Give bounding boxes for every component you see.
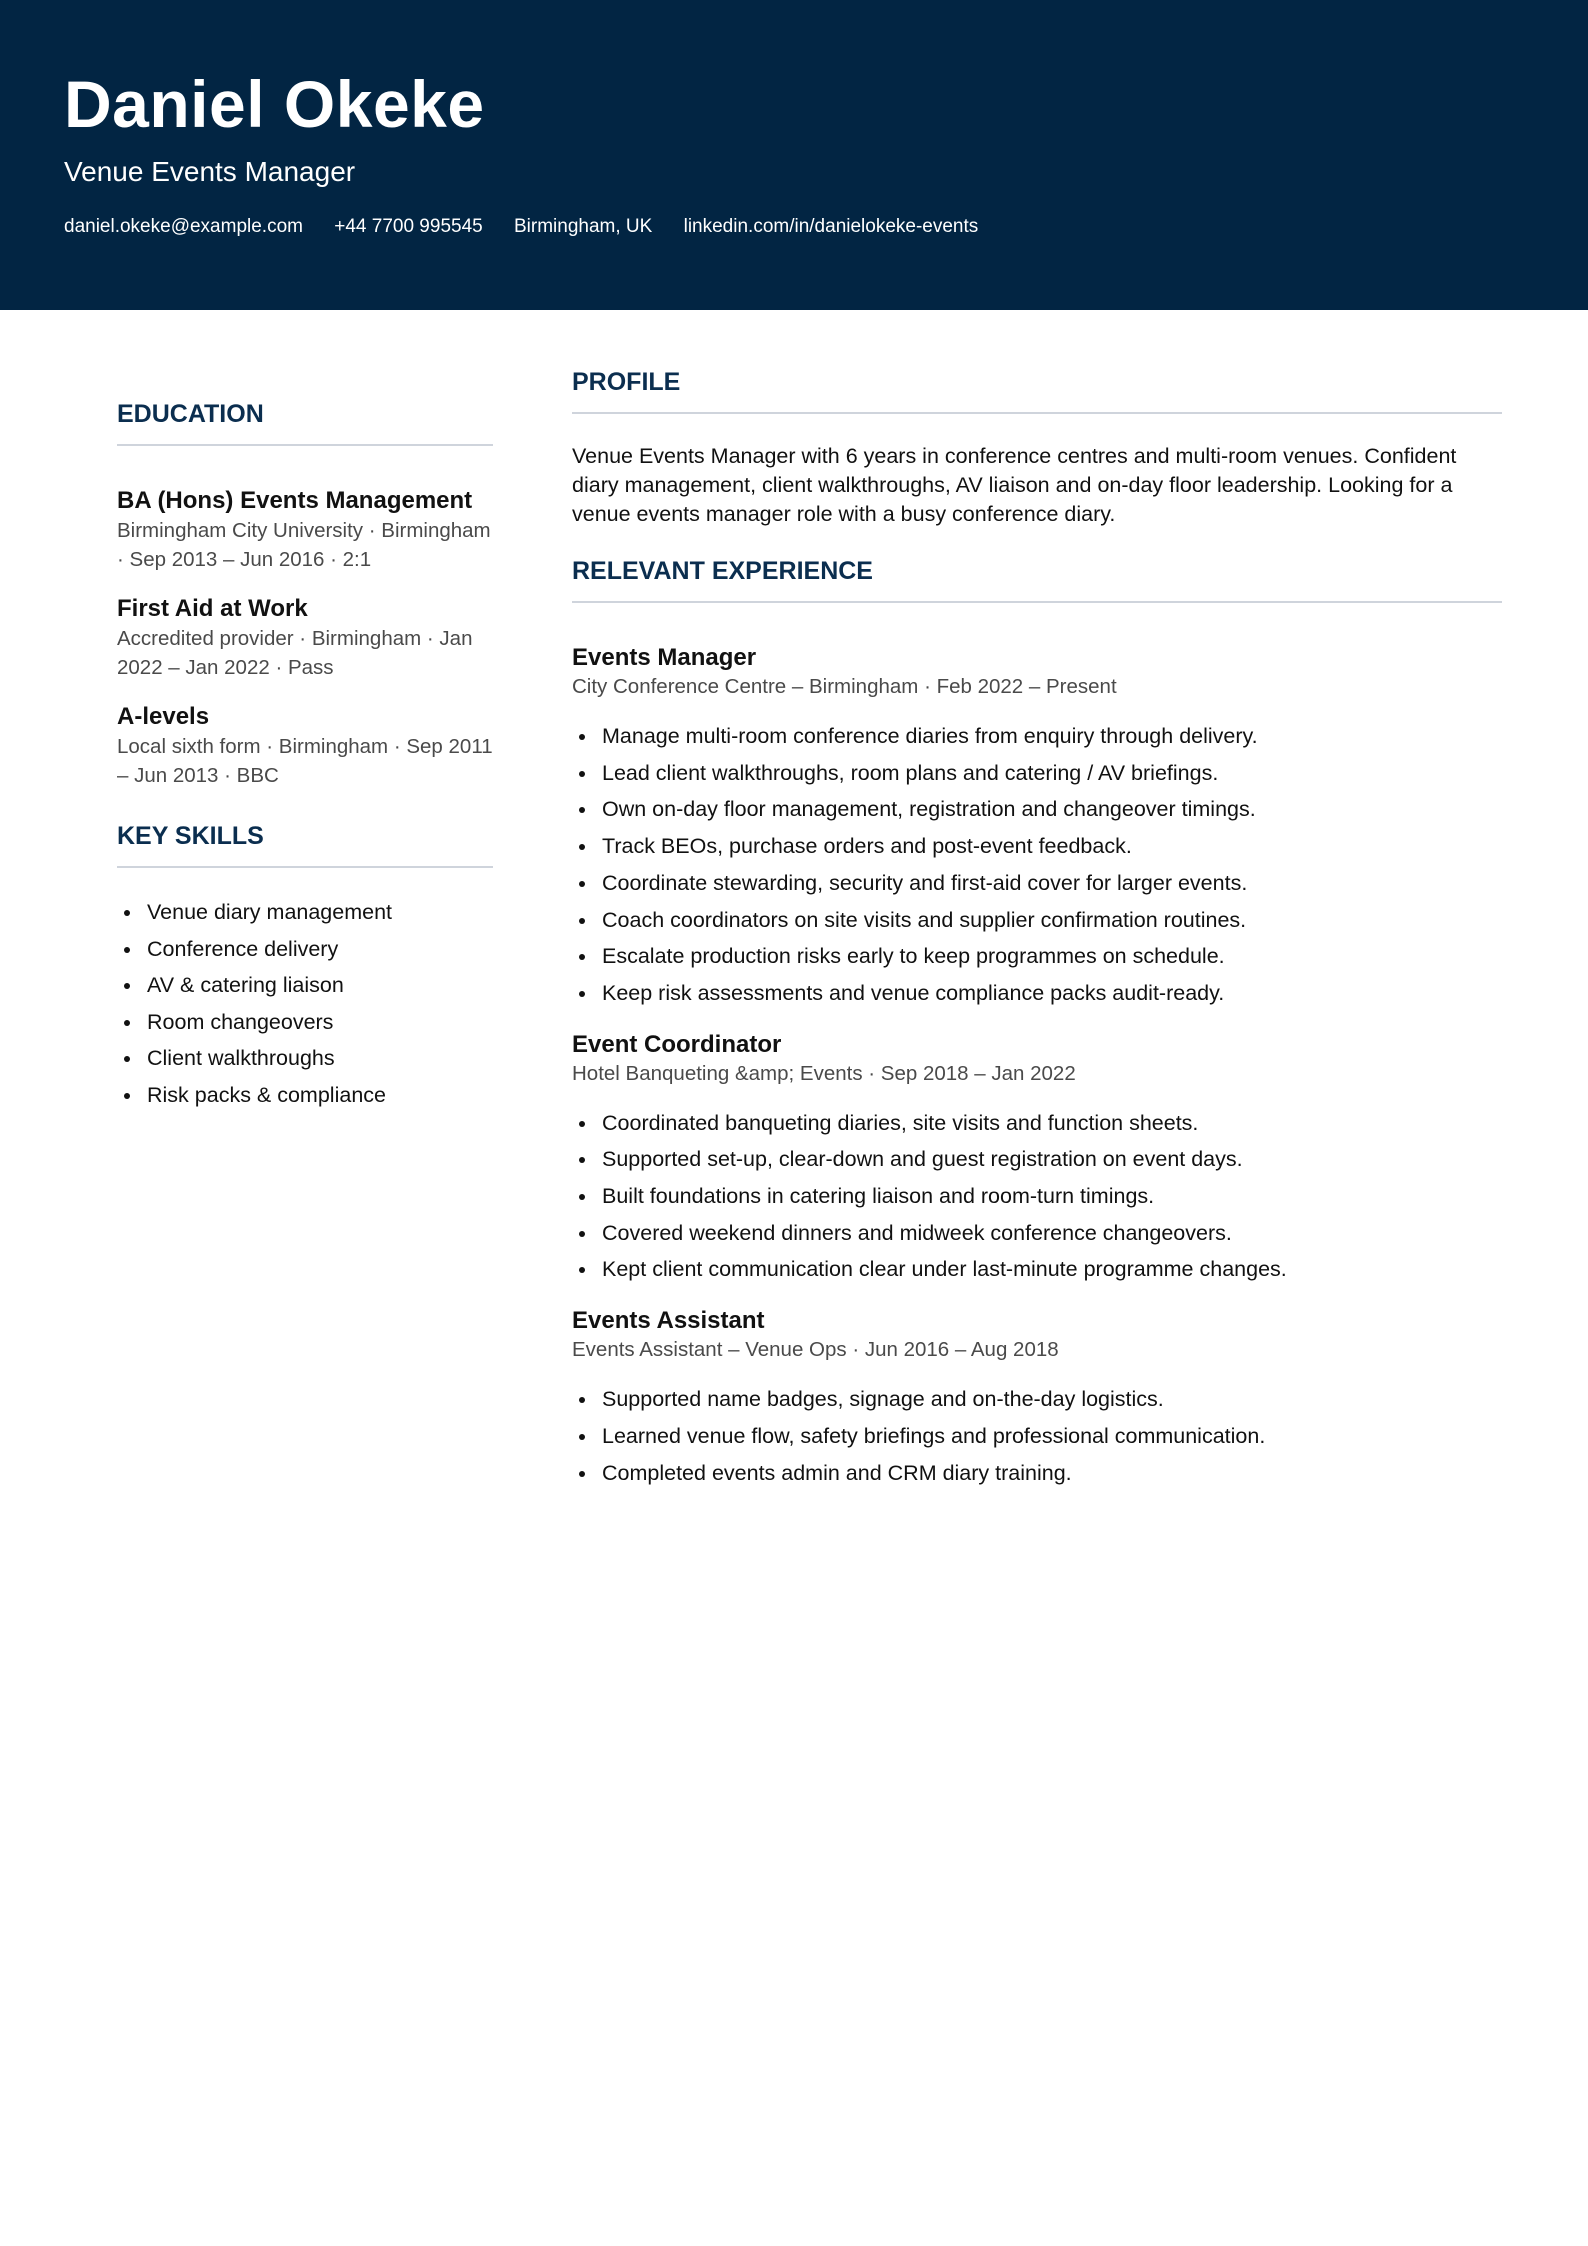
job-bullets	[572, 718, 1502, 1012]
job-bullet: Covered weekend dinners and midweek conference changeovers.	[572, 1215, 1502, 1252]
education-item	[117, 702, 493, 790]
job-bullet: Supported name badges, signage and on-the-day logistics.	[572, 1381, 1502, 1418]
job-bullet: Learned venue flow, safety briefings and professional communication.	[572, 1418, 1502, 1455]
job-bullet: Keep risk assessments and venue compliance packs audit-ready.	[572, 975, 1502, 1012]
skills-heading: KEY SKILLS	[117, 820, 493, 868]
education-degree: A-levels	[117, 703, 210, 730]
skill-item: Venue diary management	[117, 894, 493, 931]
job-entry	[572, 643, 1502, 1012]
education-heading: EDUCATION	[117, 398, 493, 446]
job-bullet: Kept client communication clear under last-minute programme changes.	[572, 1251, 1502, 1288]
education-degree: First Aid at Work	[117, 595, 308, 622]
skill-item: Room changeovers	[117, 1004, 493, 1041]
skill-item: Risk packs & compliance	[117, 1077, 493, 1114]
job-bullet: Escalate production risks early to keep programmes on schedule.	[572, 938, 1502, 975]
job-bullets	[572, 1381, 1502, 1491]
contact-line	[64, 214, 1004, 240]
job-bullet: Manage multi-room conference diaries from enquiry through delivery.	[572, 718, 1502, 755]
contact-linkedin: linkedin.com/in/danielokeke-events	[683, 216, 979, 237]
skills-list	[117, 894, 493, 1113]
profile-text: Venue Events Manager with 6 years in conference centres and multi-room venues. Confident diary management, client walkthroughs, AV liaison and on-day floor leadership. Looking for a venue events manager role with a busy conference diary.	[572, 444, 1457, 526]
education-item	[117, 486, 493, 574]
profile-heading: PROFILE	[572, 366, 1502, 414]
job-bullet: Coordinated banqueting diaries, site visits and function sheets.	[572, 1105, 1502, 1142]
job-bullet: Lead client walkthroughs, room plans and catering / AV briefings.	[572, 755, 1502, 792]
candidate-name: Daniel Okeke	[64, 67, 485, 141]
left-column	[117, 398, 493, 1113]
candidate-title: Venue Events Manager	[64, 156, 356, 187]
job-bullet: Built foundations in catering liaison and room-turn timings.	[572, 1178, 1502, 1215]
skill-item: AV & catering liaison	[117, 967, 493, 1004]
skill-item: Client walkthroughs	[117, 1040, 493, 1077]
job-title: Event Coordinator	[572, 1030, 782, 1058]
job-meta: Events Assistant – Venue Ops · Jun 2016 – Aug 2018	[572, 1338, 1059, 1362]
job-meta: City Conference Centre – Birmingham · Feb 2022 – Present	[572, 675, 1117, 698]
job-title: Events Manager	[572, 644, 757, 671]
skill-item: Conference delivery	[117, 931, 493, 968]
education-meta: Accredited provider · Birmingham · Jan 2022 – Jan 2022 · Pass	[117, 627, 473, 679]
experience-heading: RELEVANT EXPERIENCE	[572, 555, 1502, 603]
job-title: Events Assistant	[572, 1307, 765, 1335]
right-column	[572, 366, 1502, 1491]
job-bullet: Completed events admin and CRM diary training.	[572, 1455, 1502, 1492]
job-bullet: Supported set-up, clear-down and guest registration on event days.	[572, 1141, 1502, 1178]
education-item	[117, 594, 493, 682]
resume-header	[0, 0, 1588, 310]
education-meta: Local sixth form · Birmingham · Sep 2011 – Jun 2013 · BBC	[117, 735, 493, 787]
job-entry	[572, 1306, 1502, 1491]
job-entry	[572, 1030, 1502, 1289]
job-bullet: Own on-day floor management, registration and changeover timings.	[572, 791, 1502, 828]
job-bullet: Track BEOs, purchase orders and post-event feedback.	[572, 828, 1502, 865]
job-meta: Hotel Banqueting &amp; Events · Sep 2018 – Jan 2022	[572, 1061, 1076, 1085]
contact-location: Birmingham, UK	[514, 216, 653, 237]
job-bullets	[572, 1105, 1502, 1289]
job-bullet: Coach coordinators on site visits and supplier confirmation routines.	[572, 902, 1502, 939]
contact-phone: +44 7700 995545	[334, 216, 483, 237]
education-degree: BA (Hons) Events Management	[117, 487, 473, 514]
job-bullet: Coordinate stewarding, security and first-aid cover for larger events.	[572, 865, 1502, 902]
education-meta: Birmingham City University · Birmingham · Sep 2013 – Jun 2016 · 2:1	[117, 519, 491, 571]
contact-email: daniel.okeke@example.com	[64, 216, 303, 237]
